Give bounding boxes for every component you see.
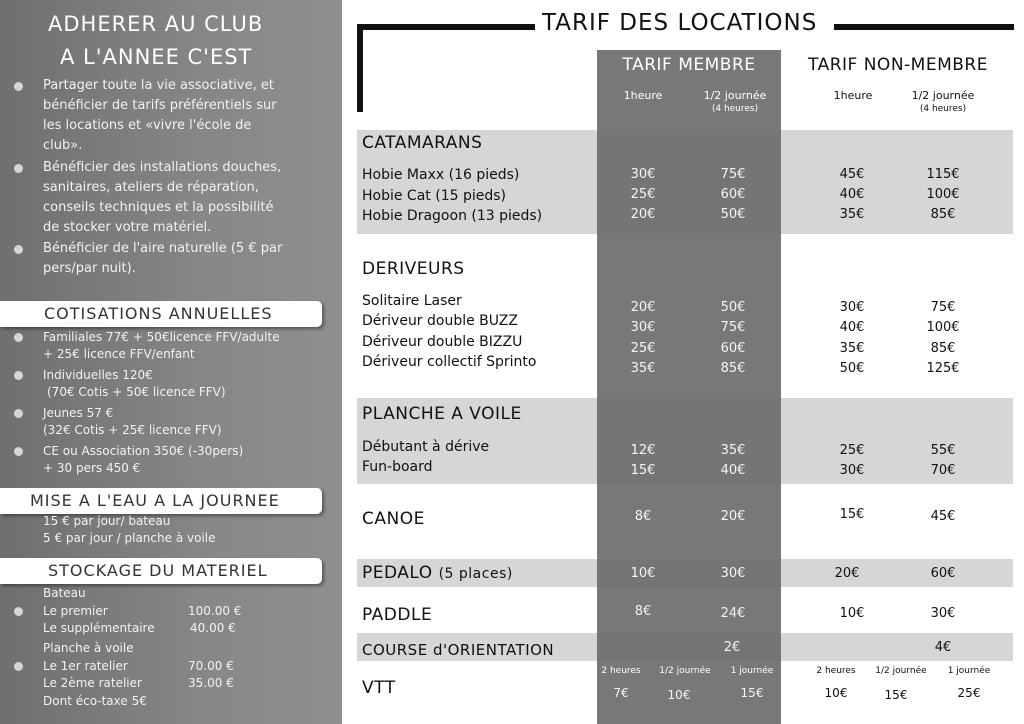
price-member-1h: 20€ [630,207,656,222]
member-header: TARIF MEMBRE [622,55,756,75]
benefit-1: Partager toute la vie associative, et bénéficier de tarifs préférentiels sur les locations et «vivre l'école de club». [43,78,277,153]
stockage-bateau-label: Bateau [43,586,86,600]
nonmember-header: TARIF NON-MEMBRE [808,55,988,75]
paddle-member-1h: 8€ [634,604,652,619]
price-nonmember-1h: 35€ [839,341,865,356]
member-col-half: 1/2 journée [703,89,767,102]
cotisation-jeunes: Jeunes 57 € (32€ Cotis + 25€ licence FFV) [43,406,222,437]
bullet-icon [14,447,23,456]
price-nonmember-1h: 50€ [839,361,865,376]
row-name: Hobie Dragoon (13 pieds) [362,208,543,224]
price-nonmember-half: 100€ [926,187,960,202]
price-member-half: 60€ [720,187,746,202]
cotisation-familiales: Familiales 77€ + 50€licence FFV/adulte + 25€ licence FFV/enfant [43,330,280,361]
title-rule-right [834,24,1014,30]
benefit-2: Bénéficier des installations douches, sanitaires, ateliers de réparation, conseils techniques et la possibilité de stocker votre matériel. [43,160,282,235]
benefit-3: Bénéficier de l'aire naturelle (5 € par pers/par nuit). [43,241,283,276]
pedalo-member-1h: 10€ [630,566,656,581]
section-vtt: VTT [362,678,396,698]
bullet-icon [14,164,23,173]
price-nonmember-half: 70€ [930,463,956,478]
vtt-member-col-2h: 2 heures [601,666,641,676]
price-member-1h: 15€ [630,463,656,478]
page-title: TARIF DES LOCATIONS [542,10,818,36]
price-member-half: 75€ [720,167,746,182]
stockage-planche-prices: 70.00 € 35.00 € [188,659,234,690]
price-member-1h: 12€ [630,443,656,458]
cotisation-ce-association: CE ou Association 350€ (-30pers) + 30 pers 450 € [43,444,244,475]
panel-title-line2: A L'ANNEE C'EST [60,45,253,69]
price-member-half: 35€ [720,443,746,458]
vtt-nonmember-2h: 10€ [824,686,848,700]
nonmember-col-hour: 1heure [833,89,873,102]
price-member-half: 60€ [720,341,746,356]
vtt-nonmember-col-2h: 2 heures [816,666,856,676]
pedalo-member-half: 30€ [720,566,746,581]
paddle-nonmember-1h: 10€ [839,606,865,621]
price-nonmember-half: 85€ [930,341,956,356]
price-member-1h: 30€ [630,320,656,335]
price-member-half: 50€ [720,207,746,222]
row-name: Solitaire Laser [362,293,462,309]
price-member-half: 40€ [720,463,746,478]
price-nonmember-1h: 40€ [839,187,865,202]
nonmember-col-half: 1/2 journée [911,89,975,102]
vtt-member-col-day: 1 journée [730,666,774,676]
bullet-icon [14,409,23,418]
price-nonmember-1h: 45€ [839,167,865,182]
vtt-member-day: 15€ [740,686,764,700]
mise-a-leau-heading: MISE A L'EAU A LA JOURNEE [0,488,322,514]
row-name: Dériveur double BUZZ [362,313,518,329]
row-name: Hobie Maxx (16 pieds) [362,167,520,183]
vtt-member-2h: 7€ [613,686,629,700]
row-name: Dériveur collectif Sprinto [362,354,537,370]
canoe-member-half: 20€ [720,509,746,524]
member-col-hour: 1heure [623,89,663,102]
cotisation-individuelles: Individuelles 120€ (70€ Cotis + 50€ licence FFV) [43,368,226,399]
price-nonmember-1h: 40€ [839,320,865,335]
stockage-planche-label: Planche à voile [43,641,134,655]
price-member-half: 85€ [720,361,746,376]
stockage-heading: STOCKAGE DU MATERIEL [0,558,322,584]
price-member-1h: 25€ [630,341,656,356]
vtt-nonmember-col-day: 1 journée [947,666,991,676]
bullet-icon [14,245,23,254]
vtt-nonmember-col-half: 1/2 journée [875,666,927,676]
member-column [597,50,781,724]
bullet-icon [14,333,23,342]
row-name: Fun-board [362,459,433,475]
paddle-member-half: 24€ [720,606,746,621]
stockage-bateau-prices: 100.00 € 40.00 € [188,604,242,635]
frame-line [357,24,363,112]
price-nonmember-1h: 35€ [839,207,865,222]
pedalo-nonmember-1h: 20€ [834,566,860,581]
stockage-bateau-list: Le premier Le supplémentaire [43,604,155,635]
nonmember-col-half-sub: (4 heures) [919,104,967,114]
price-nonmember-half: 55€ [930,443,956,458]
section-planche-a-voile: PLANCHE A VOILE [362,404,522,424]
bullet-icon [14,662,23,671]
price-nonmember-half: 100€ [926,320,960,335]
price-nonmember-half: 115€ [926,167,960,182]
stockage-planche-list: Le 1er ratelier Le 2ème ratelier [43,659,142,690]
title-rule-left [357,24,535,30]
price-member-1h: 25€ [630,187,656,202]
bullet-icon [14,82,23,91]
vtt-nonmember-day: 25€ [957,686,981,700]
canoe-nonmember-1h: 15€ [839,507,865,522]
canoe-member-1h: 8€ [634,509,652,524]
section-catamarans: CATAMARANS [362,133,483,153]
vtt-member-half: 10€ [667,688,691,702]
cotisations-heading: COTISATIONS ANNUELLES [0,301,322,327]
price-nonmember-half: 75€ [930,300,956,315]
price-member-1h: 30€ [630,167,656,182]
row-name: Hobie Cat (15 pieds) [362,188,506,204]
row-name: Dériveur double BIZZU [362,334,523,350]
price-member-half: 50€ [720,300,746,315]
vtt-nonmember-half: 15€ [884,688,908,702]
price-member-1h: 35€ [630,361,656,376]
bullet-icon [14,371,23,380]
price-nonmember-1h: 25€ [839,443,865,458]
paddle-nonmember-half: 30€ [930,606,956,621]
row-name: Débutant à dérive [362,439,490,455]
pedalo-nonmember-half: 60€ [930,566,956,581]
price-member-half: 75€ [720,320,746,335]
pedalo-capacity: (5 places) [438,566,513,582]
vtt-member-col-half: 1/2 journée [659,666,711,676]
course-nonmember-price: 4€ [934,640,952,655]
bullet-icon [14,607,23,616]
price-nonmember-half: 125€ [926,361,960,376]
member-col-half-sub: (4 heures) [711,104,759,114]
section-pedalo: PEDALO (5 places) [362,563,513,583]
price-nonmember-half: 85€ [930,207,956,222]
price-member-1h: 20€ [630,300,656,315]
membership-panel [0,0,342,724]
panel-title-line1: ADHERER AU CLUB [48,12,264,36]
section-deriveurs: DERIVEURS [362,259,465,279]
stockage-ecotaxe: Dont éco-taxe 5€ [43,694,147,708]
price-nonmember-1h: 30€ [839,463,865,478]
mise-a-leau-prices: 15 € par jour/ bateau 5 € par jour / planche à voile [43,514,216,545]
course-member-price: 2€ [723,640,741,655]
section-paddle: PADDLE [362,605,433,625]
price-nonmember-1h: 30€ [839,300,865,315]
canoe-nonmember-half: 45€ [930,509,956,524]
section-course-orientation: COURSE d'ORIENTATION [362,641,555,659]
section-canoe: CANOE [362,509,425,529]
